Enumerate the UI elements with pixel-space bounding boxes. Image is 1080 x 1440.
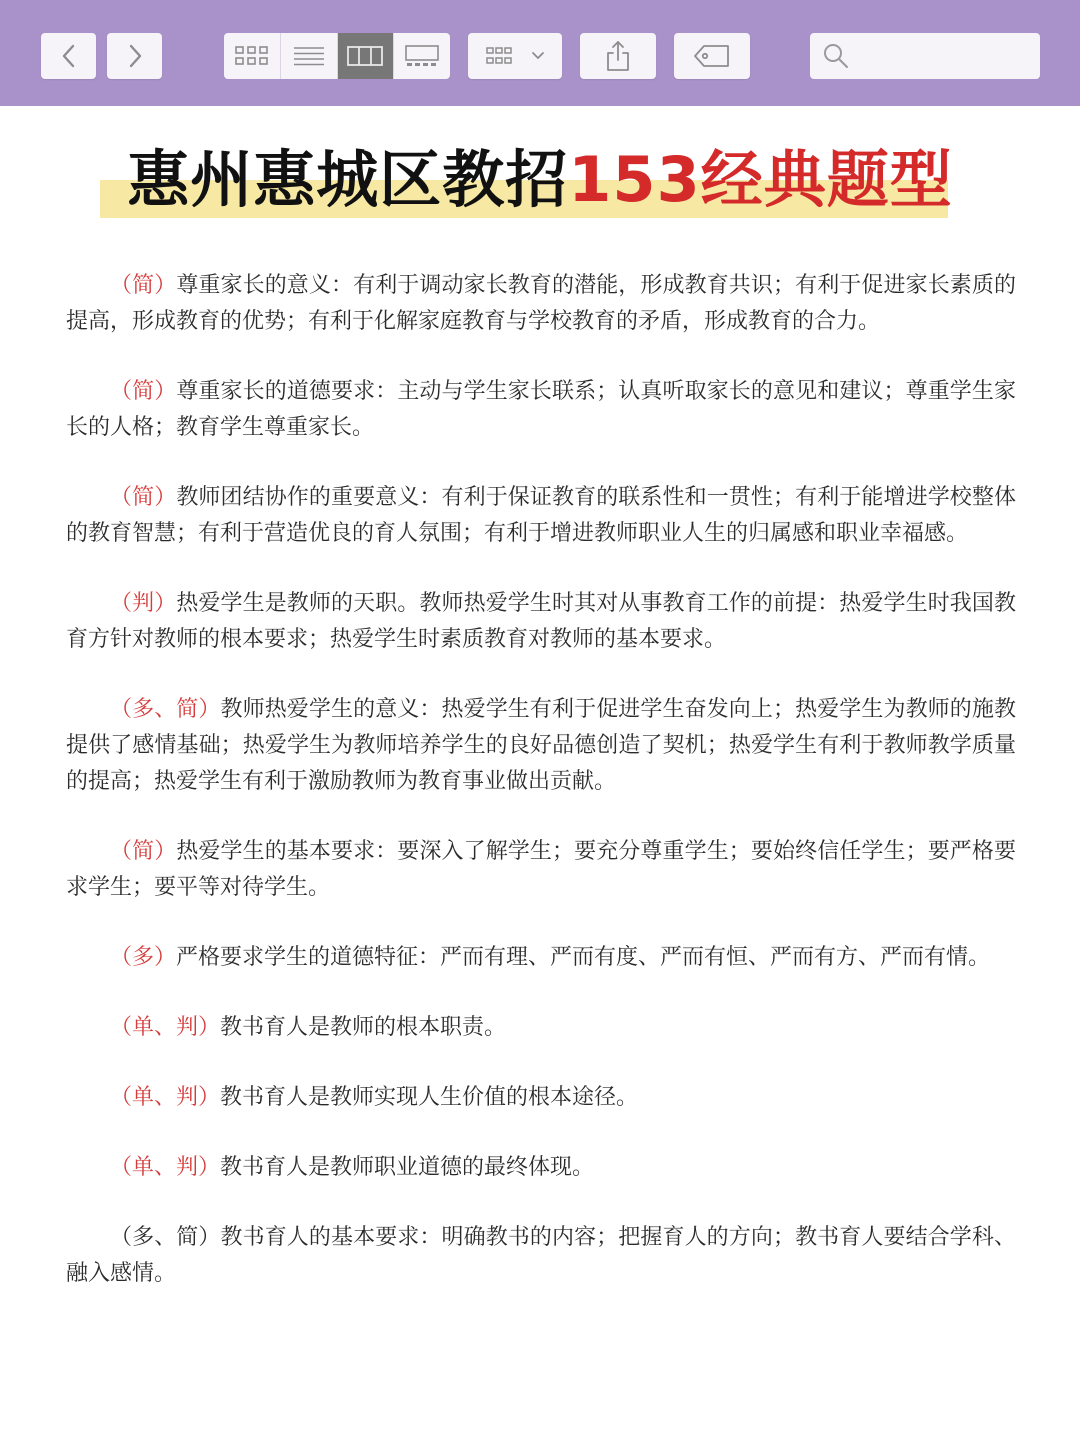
- question-item: [66, 480, 1016, 552]
- back-button[interactable]: [41, 33, 96, 79]
- search-input[interactable]: [858, 45, 1032, 68]
- question-text: 严格要求学生的道德特征：严而有理、严而有度、严而有恒、严而有方、严而有情。: [176, 945, 991, 970]
- gallery-view-button[interactable]: [394, 33, 450, 79]
- search-field[interactable]: [810, 33, 1040, 79]
- document-body: [66, 268, 1016, 1326]
- tag-button[interactable]: [674, 33, 750, 79]
- document-title: [0, 140, 1080, 230]
- question-type-tag: （多）: [110, 945, 177, 970]
- view-mode-selector: [224, 33, 450, 79]
- window-toolbar: [0, 0, 1080, 106]
- question-text: 热爱学生是教师的天职。教师热爱学生时其对从事教育工作的前提：热爱学生时我国教育方针对教师的根本要求；热爱学生时素质教育对教师的基本要求。: [66, 591, 1016, 652]
- question-text: 教书育人是教师职业道德的最终体现。: [220, 1155, 595, 1180]
- chevron-down-icon: [531, 51, 545, 61]
- question-text: 热爱学生的基本要求：要深入了解学生；要充分尊重学生；要始终信任学生；要严格要求学生；要平等对待学生。: [66, 839, 1016, 900]
- title-black-part: 惠州惠城区教招: [127, 143, 569, 216]
- list-view-button[interactable]: [281, 33, 338, 79]
- forward-button[interactable]: [107, 33, 162, 79]
- question-item: [66, 586, 1016, 658]
- question-item: [66, 374, 1016, 446]
- chevron-left-icon: [59, 43, 79, 69]
- question-text: 教书育人是教师实现人生价值的根本途径。: [220, 1085, 639, 1110]
- question-item: [66, 1150, 1016, 1186]
- question-type-tag: （单、判）: [110, 1085, 221, 1110]
- question-item: [66, 1010, 1016, 1046]
- question-type-tag: （简）: [110, 839, 177, 864]
- question-type-tag: （简）: [110, 273, 177, 298]
- group-grid-icon: [485, 45, 525, 67]
- title-red-part: 153经典题型: [568, 143, 953, 216]
- question-type-tag: （简）: [110, 485, 177, 510]
- chevron-right-icon: [125, 43, 145, 69]
- icon-view-button[interactable]: [224, 33, 281, 79]
- question-type-tag: （多、简）: [110, 1225, 221, 1250]
- group-button[interactable]: [468, 33, 562, 79]
- question-text: 教书育人的基本要求：明确教书的内容；把握育人的方向；教书育人要结合学科、融入感情。: [66, 1225, 1016, 1286]
- question-item: [66, 692, 1016, 800]
- question-type-tag: （判）: [110, 591, 177, 616]
- question-type-tag: （单、判）: [110, 1015, 221, 1040]
- tag-icon: [692, 43, 732, 69]
- share-button[interactable]: [580, 33, 656, 79]
- question-text: 尊重家长的意义：有利于调动家长教育的潜能，形成教育共识；有利于促进家长素质的提高，形成教育的优势；有利于化解家庭教育与学校教育的矛盾，形成教育的合力。: [66, 273, 1016, 334]
- question-item: [66, 834, 1016, 906]
- question-text: 教书育人是教师的根本职责。: [220, 1015, 507, 1040]
- question-item: [66, 940, 1016, 976]
- question-type-tag: （单、判）: [110, 1155, 221, 1180]
- gallery-icon: [403, 44, 441, 68]
- question-text: 尊重家长的道德要求：主动与学生家长联系；认真听取家长的意见和建议；尊重学生家长的人格；教育学生尊重家长。: [66, 379, 1016, 440]
- grid-icon: [234, 45, 270, 67]
- question-type-tag: （简）: [110, 379, 177, 404]
- question-item: [66, 268, 1016, 340]
- question-item: [66, 1220, 1016, 1292]
- share-icon: [605, 40, 631, 72]
- question-type-tag: （多、简）: [110, 697, 221, 722]
- column-view-button[interactable]: [338, 33, 395, 79]
- question-item: [66, 1080, 1016, 1116]
- search-icon: [822, 42, 850, 70]
- question-text: 教师团结协作的重要意义：有利于保证教育的联系性和一贯性；有利于能增进学校整体的教育智慧；有利于营造优良的育人氛围；有利于增进教师职业人生的归属感和职业幸福感。: [66, 485, 1016, 546]
- page-title: [0, 140, 1080, 220]
- question-text: 教师热爱学生的意义：热爱学生有利于促进学生奋发向上；热爱学生为教师的施教提供了感情基础；热爱学生为教师培养学生的良好品德创造了契机；热爱学生有利于教师教学质量的提高；热爱学生有利于激励教师为教育事业做出贡献。: [66, 697, 1016, 794]
- list-icon: [292, 45, 326, 67]
- columns-icon: [346, 45, 384, 67]
